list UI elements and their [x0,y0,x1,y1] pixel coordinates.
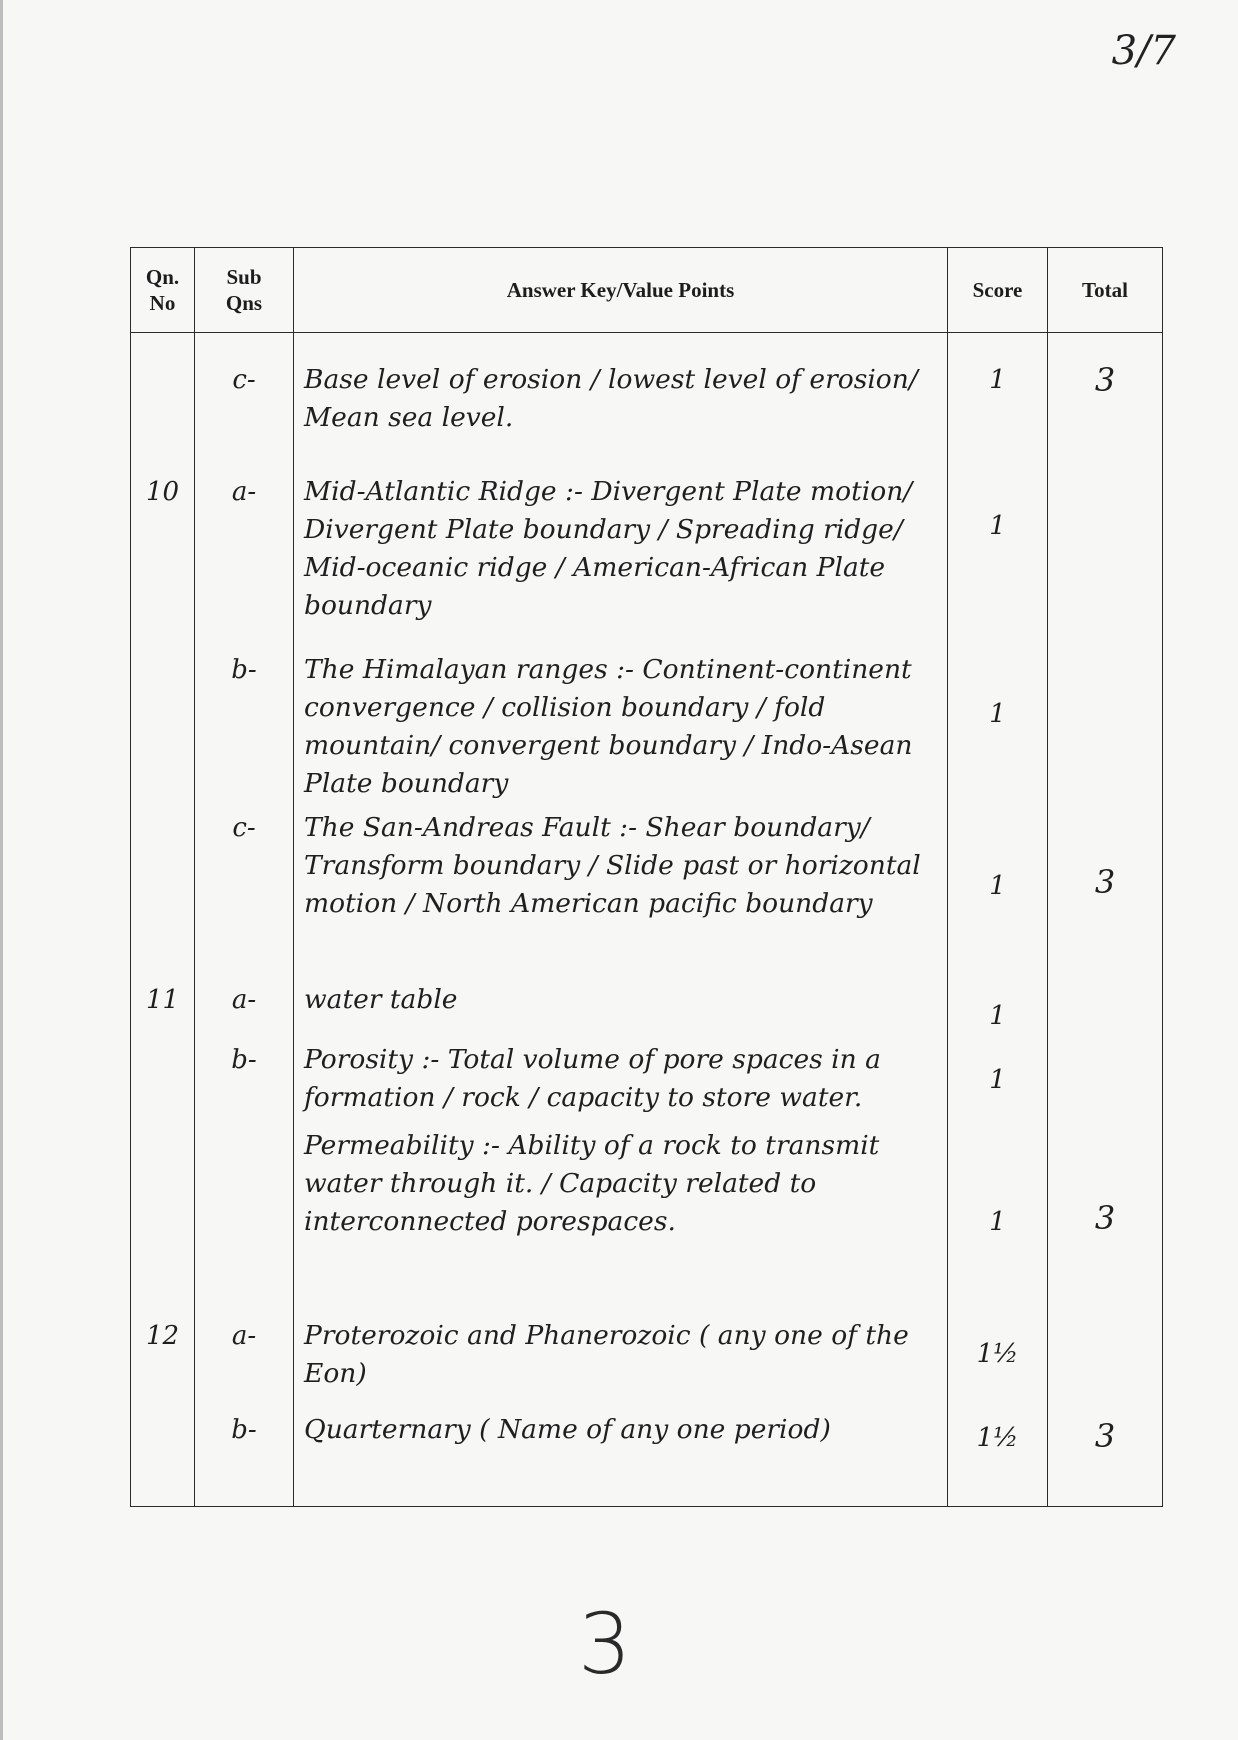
score-cell: 1½ [948,1311,1048,1411]
sub-cell: a- [195,1311,294,1411]
table-row [131,1311,1163,1411]
header-total: Total [1048,248,1163,333]
answer-cell: Porosity :- Total volume of pore spaces in a formation / rock / capacity to store water. [294,1035,948,1127]
sub-cell: b- [195,1411,294,1507]
score-cell: 1 [948,1127,1048,1311]
qn-cell [131,645,195,803]
table-row [131,1035,1163,1127]
answer-cell: water table [294,975,948,1035]
table-row [131,803,1163,975]
sub-cell: b- [195,1035,294,1127]
total-cell [1048,975,1163,1035]
total-cell: 3 [1048,333,1163,445]
total-cell [1048,645,1163,803]
table-row [131,645,1163,803]
page-number-bottom: 3 [578,1595,632,1693]
score-cell: 1 [948,445,1048,645]
answer-cell: The San-Andreas Fault :- Shear boundary/ Transform boundary / Slide past or horizontal motion / North American pacific boundary [294,803,948,975]
qn-cell: 11 [131,975,195,1035]
answer-cell: Permeability :- Ability of a rock to transmit water through it. / Capacity related to interconnected porespaces. [294,1127,948,1311]
table-row [131,1411,1163,1507]
answer-cell: The Himalayan ranges :- Continent-continent convergence / collision boundary / fold mountain/ convergent boundary / Indo-Asean Plate boundary [294,645,948,803]
table-row [131,975,1163,1035]
total-cell [1048,1035,1163,1127]
score-cell: 1 [948,803,1048,975]
score-cell: 1½ [948,1411,1048,1507]
answer-cell: Quarternary ( Name of any one period) [294,1411,948,1507]
qn-cell: 12 [131,1311,195,1411]
total-cell [1048,1311,1163,1411]
table-row [131,333,1163,445]
answer-cell: Proterozoic and Phanerozoic ( any one of the Eon) [294,1311,948,1411]
sub-cell [195,1127,294,1311]
sub-cell: a- [195,975,294,1035]
total-cell: 3 [1048,803,1163,975]
qn-cell [131,1035,195,1127]
header-answer-key: Answer Key/Value Points [294,248,948,333]
page-fraction: 3/7 [1111,28,1176,74]
sub-cell: c- [195,333,294,445]
header-score: Score [948,248,1048,333]
table-row [131,445,1163,645]
total-cell: 3 [1048,1127,1163,1311]
answer-cell: Base level of erosion / lowest level of erosion/ Mean sea level. [294,333,948,445]
score-cell: 1 [948,333,1048,445]
answer-cell: Mid-Atlantic Ridge :- Divergent Plate motion/ Divergent Plate boundary / Spreading ridge/ Mid-oceanic ridge / American-African Plate boundary [294,445,948,645]
header-sub-qns: Sub Qns [195,248,294,333]
qn-cell [131,1411,195,1507]
total-cell: 3 [1048,1411,1163,1507]
answer-key-table [130,247,1163,1507]
page-left-edge [0,0,3,1740]
table-header-row [131,248,1163,333]
sub-cell: b- [195,645,294,803]
total-cell [1048,445,1163,645]
qn-cell [131,803,195,975]
score-cell: 1 [948,1035,1048,1127]
sub-cell: c- [195,803,294,975]
header-qn-no: Qn. No [131,248,195,333]
qn-cell [131,333,195,445]
qn-cell: 10 [131,445,195,645]
qn-cell [131,1127,195,1311]
sub-cell: a- [195,445,294,645]
score-cell: 1 [948,975,1048,1035]
score-cell: 1 [948,645,1048,803]
table-row [131,1127,1163,1311]
